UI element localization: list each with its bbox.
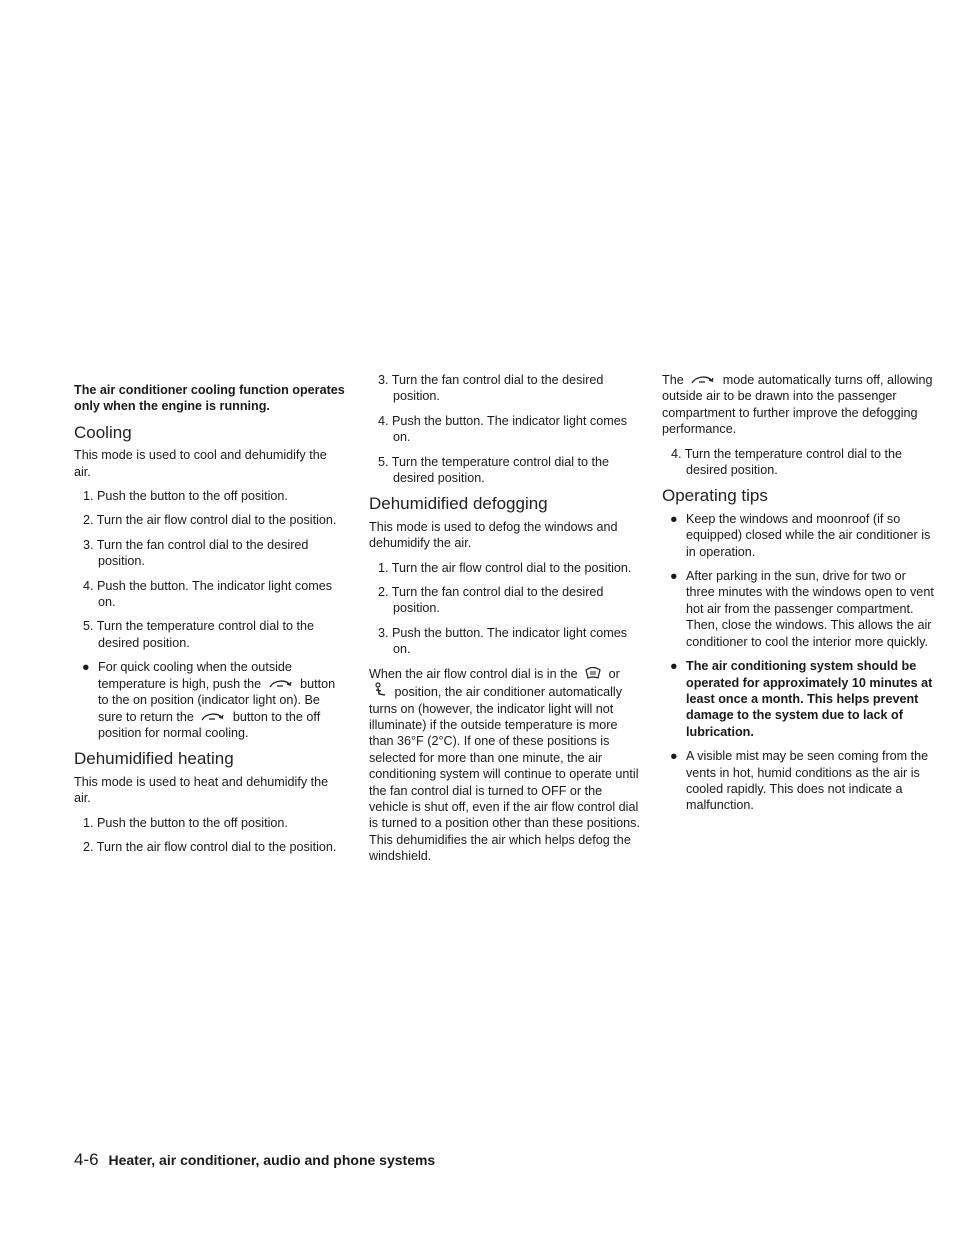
defog-step-2: 2. Turn the fan control dial to the desired position. [378, 585, 604, 616]
tip-3 [662, 658, 937, 740]
quick-cooling-text-b: button to the on position (indicator light on). Be sure to return the [98, 676, 336, 724]
defog-paragraph-c: position, the air conditioner automatically turns on (however, the indicator light will not illuminate) if the outside temperature is more than 36°F (2°C). If one of these positions is selected for more than one minute, the air conditioning system will continue to operate until the fan control dial is turned to OFF or the vehicle is shut off, even if the air flow control dial is turned to a position other than these positions. This dehumidifies the air which helps defog the windshield. [369, 685, 640, 864]
recirculation-icon [268, 678, 294, 690]
column-3 [662, 372, 937, 822]
heating-step-3: 3. Turn the fan control dial to the desired position. [378, 373, 604, 404]
cooling-intro: This mode is used to cool and dehumidify the air. [74, 448, 327, 479]
heating-heading: Dehumidified heating [74, 749, 234, 769]
tip-1 [662, 511, 937, 560]
defog-step-4: 4. Turn the temperature control dial to the desired position. [671, 446, 903, 478]
defog-step-1: 1. Turn the air flow control dial to the position. [378, 560, 632, 575]
cooling-step-3: 3. Turn the fan control dial to the desired position. [83, 537, 309, 569]
quick-cooling-text-a: For quick cooling when the outside temperature is high, push the [98, 660, 292, 691]
bullet-icon: ● [82, 660, 90, 675]
page-number: 4-6 [74, 1150, 99, 1169]
quick-cooling-bullet [74, 659, 346, 741]
defog-paragraph-b: or [608, 666, 620, 681]
bullet-icon: ● [670, 749, 678, 764]
defrost-icon [584, 666, 602, 680]
recirculation-icon [200, 711, 226, 723]
column-1 [74, 372, 346, 863]
tip-4-text: A visible mist may be seen coming from the vents in hot, humid conditions as the air is cooled rapidly. This does not indicate a malfunction. [686, 749, 929, 813]
defog-heading: Dehumidified defogging [369, 494, 548, 514]
heating-step-4: 4. Push the button. The indicator light comes on. [378, 413, 627, 445]
tip-1-text: Keep the windows and moonroof (if so equipped) closed while the air conditioner is in operation. [686, 511, 931, 559]
recirculation-note-a: The [662, 373, 684, 387]
heating-intro: This mode is used to heat and dehumidify the air. [74, 774, 329, 806]
bullet-icon: ● [670, 511, 678, 526]
tip-2-text: After parking in the sun, drive for two or three minutes with the windows open to vent hot air from the passenger compartment. Then, close the windows. This allows the air conditioner to cool the interior more quickly. [686, 569, 934, 649]
cooling-heading: Cooling [74, 422, 132, 442]
defog-paragraph-a: When the air flow control dial is in the [369, 666, 578, 681]
recirculation-note [662, 372, 937, 438]
heating-step-1: 1. Push the button to the off position. [83, 815, 288, 830]
cooling-step-5: 5. Turn the temperature control dial to the desired position. [83, 619, 315, 650]
bullet-icon: ● [670, 569, 678, 584]
recirculation-icon [690, 374, 716, 386]
heating-step-2: 2. Turn the air flow control dial to the position. [83, 839, 337, 854]
page-footer [74, 1150, 435, 1170]
cooling-step-4: 4. Push the button. The indicator light comes on. [83, 578, 332, 610]
column-2 [369, 372, 641, 873]
quick-cooling-text-c: button to the off position for normal cooling. [98, 709, 321, 740]
tip-3-text: The air conditioning system should be operated for approximately 10 minutes at least once a month. This helps prevent damage to the system due to lack of lubrication. [686, 659, 933, 739]
defrost-floor-icon [372, 682, 388, 698]
cooling-warning-lead: The air conditioner cooling function operates only when the engine is running. [74, 383, 345, 414]
cooling-step-2: 2. Turn the air flow control dial to the position. [83, 513, 337, 528]
tip-2 [662, 568, 937, 650]
defog-intro: This mode is used to defog the windows and dehumidify the air. [369, 519, 618, 551]
heating-step-5: 5. Turn the temperature control dial to the desired position. [378, 454, 610, 486]
bullet-icon: ● [670, 659, 678, 674]
section-title: Heater, air conditioner, audio and phone systems [108, 1152, 436, 1168]
tip-4 [662, 748, 937, 814]
defog-paragraph [369, 666, 641, 865]
tips-heading: Operating tips [662, 486, 768, 506]
defog-step-3: 3. Push the button. The indicator light comes on. [378, 625, 627, 657]
cooling-step-1: 1. Push the button to the off position. [83, 489, 288, 504]
recirculation-note-b: mode automatically turns off, allowing outside air to be drawn into the passenger compartment to further improve the defogging performance. [662, 373, 933, 437]
